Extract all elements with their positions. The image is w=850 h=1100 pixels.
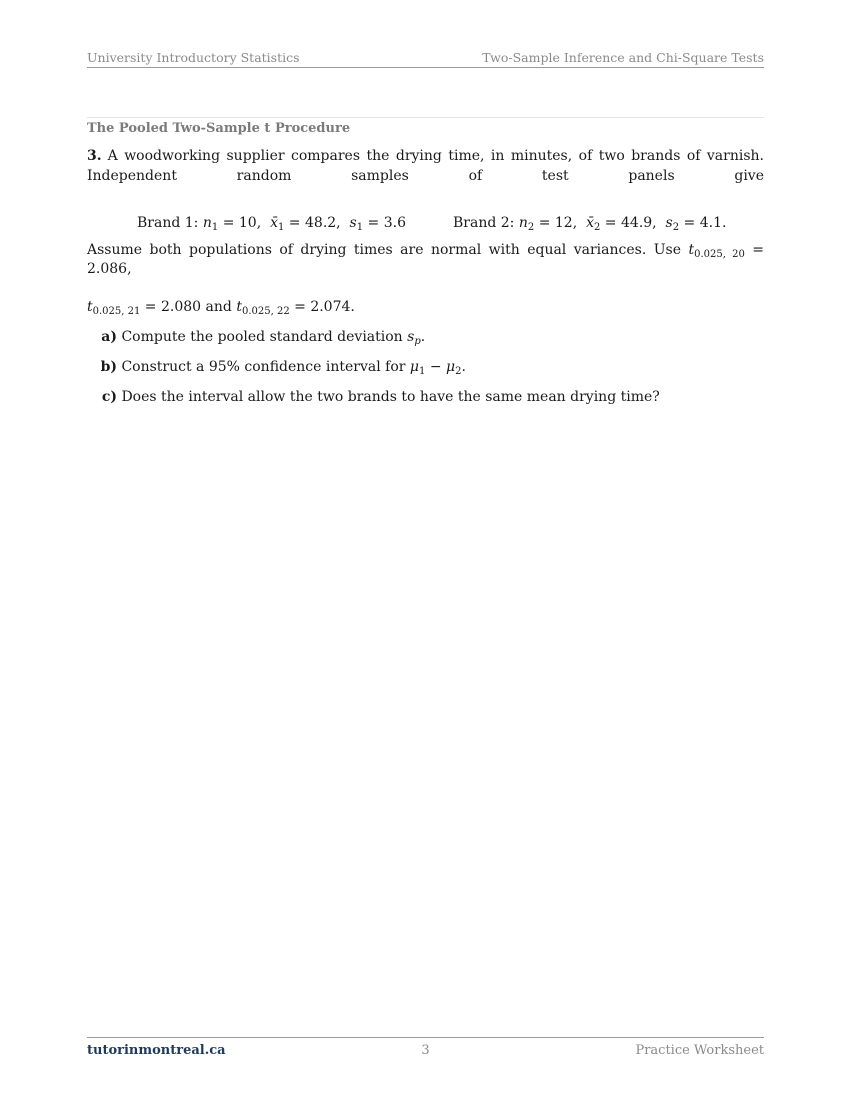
t-critical-df21: 2.080 (161, 298, 202, 315)
brand-2-n: 12 (554, 214, 573, 231)
problem-statement (87, 147, 764, 206)
problem-number: 3. (87, 148, 102, 164)
problem-statement-text: A woodworking supplier compares the drying time, in minutes, of two brands of varnish. Independent random samples of test panels give (87, 148, 764, 184)
brand-2-label: Brand 2: (453, 214, 515, 231)
brand-2-mean: 44.9 (621, 214, 653, 231)
brand-2-sd: 4.1 (699, 214, 722, 231)
footer-page-number: 3 (421, 1043, 430, 1058)
brand-2-summary: Brand 2: $n_2 = 12$, $x̄_2 = 44.9$, $s_2 = 4.1$. (453, 214, 727, 233)
page-header (87, 50, 764, 68)
part-c-text: Does the interval allow the two brands to have the same mean drying time? (121, 388, 660, 405)
section-heading: The Pooled Two-Sample t Procedure (87, 121, 351, 136)
part-b: b) Construct a 95% confidence interval for $\mu_1 - \mu_2$. (87, 358, 764, 377)
footer-site-link[interactable]: tutorinmontreal.ca (87, 1043, 226, 1058)
brand-1-sd: 3.6 (383, 214, 406, 231)
problem-block (87, 147, 764, 407)
t-critical-df20: 2.086 (87, 260, 128, 277)
page-footer (87, 1037, 764, 1058)
brand-1-label: Brand 1: (137, 214, 199, 231)
brand-1-mean: 48.2 (305, 214, 337, 231)
part-b-text: Construct a 95% confidence interval for (121, 358, 406, 375)
part-c-label: c) (101, 388, 117, 405)
part-b-label: b) (100, 358, 117, 375)
assumption-prefix: Assume both populations of drying times are normal with equal variances. Use (87, 241, 681, 258)
part-a: a) Compute the pooled standard deviation $s_p$. (87, 328, 764, 347)
brand-1-n: 10 (238, 214, 257, 231)
section-divider (87, 117, 764, 118)
assumption-text: Assume both populations of drying times are normal with equal variances. Use $t_{0.025, 20} = 2.086$, $t_{0.025, 21} = 2.080$ and $t_{0.025, 22} = 2.074$. (87, 241, 764, 317)
brand-1-summary: Brand 1: $n_1 = 10$, $x̄_1 = 48.2$, $s_1 = 3.6$ (137, 214, 406, 233)
part-c (87, 388, 764, 407)
header-course-title: University Introductory Statistics (87, 50, 300, 65)
sample-summary (87, 214, 764, 233)
part-a-text: Compute the pooled standard deviation (121, 328, 403, 345)
header-chapter-title: Two-Sample Inference and Chi-Square Tests (482, 50, 764, 65)
part-a-label: a) (101, 328, 117, 345)
t-critical-df22: 2.074 (310, 298, 351, 315)
footer-document-type: Practice Worksheet (635, 1043, 764, 1058)
